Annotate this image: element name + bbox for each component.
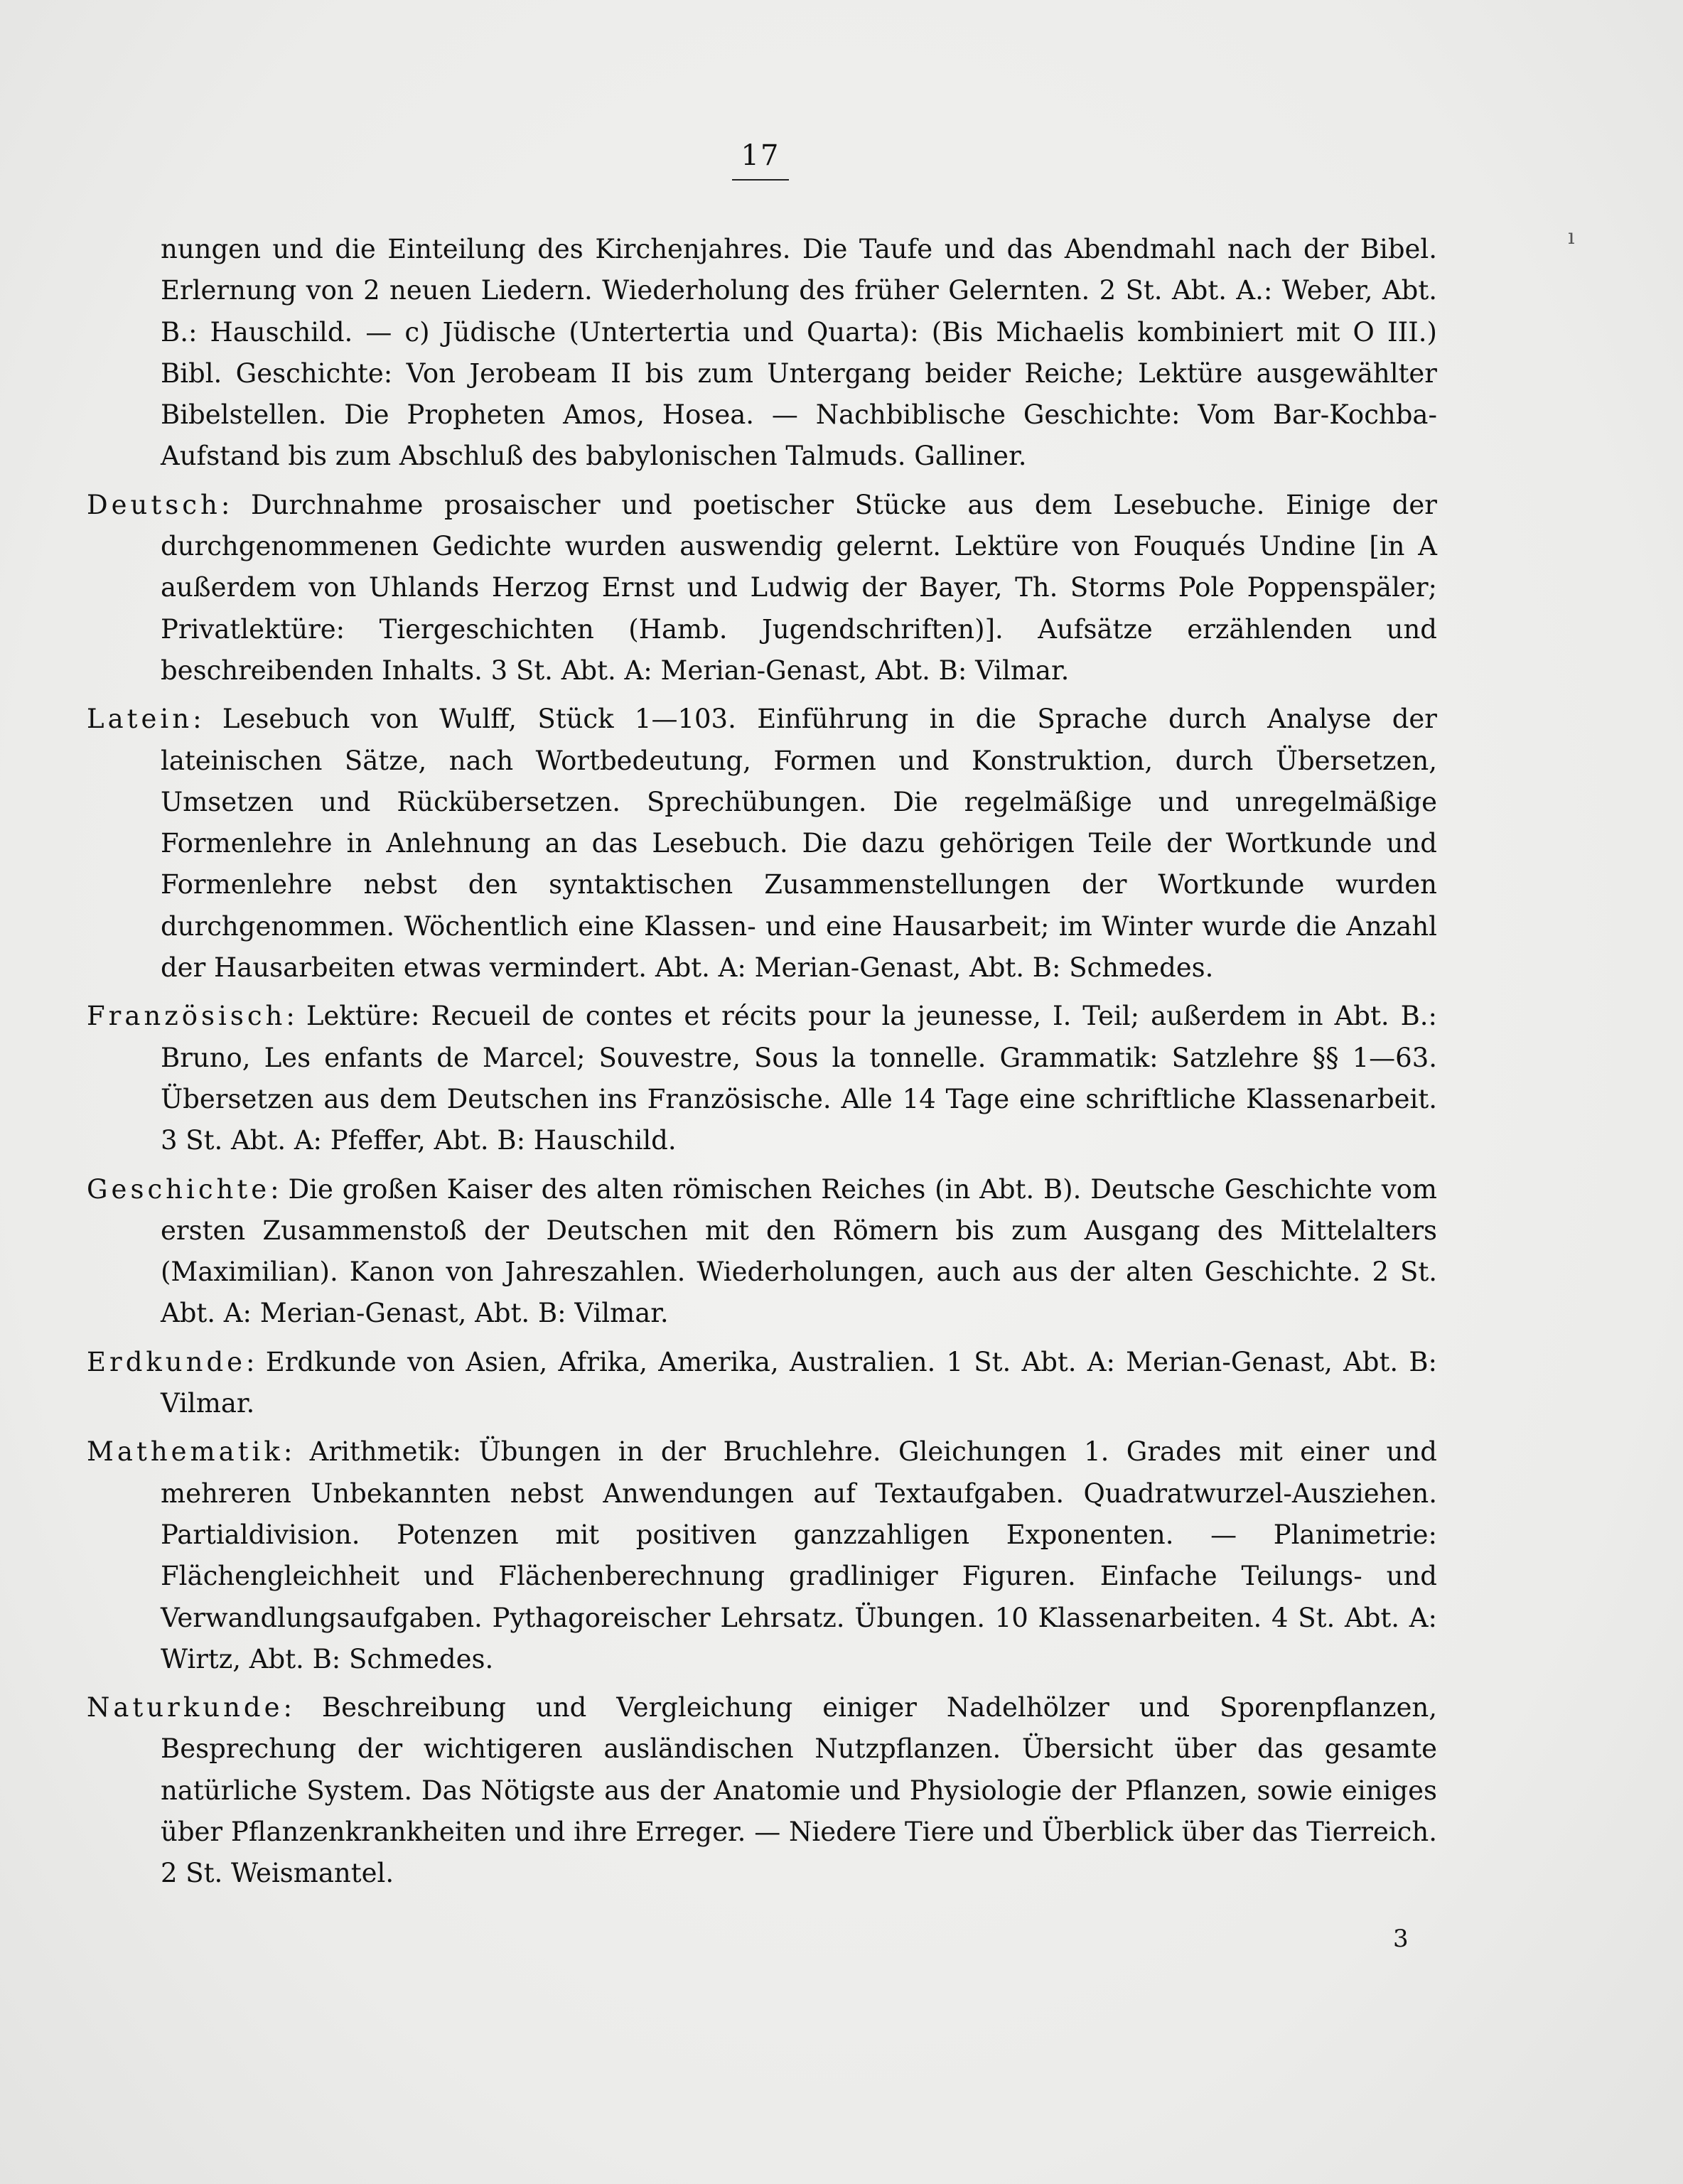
subject-heading: Latein bbox=[87, 704, 193, 735]
paragraph-latein: Latein: Lesebuch von Wulff, Stück 1—103. Einführung in die Sprache durch Analyse der lateinischen Sätze, nach Wortbedeutung, Formen und Konstruktion, durch Übersetzen, Umsetzen und Rückübersetzen. Sprechübungen. Die regelmäßige und unregelmäßige Formenlehre in Anlehnung an das Lesebuch. Die dazu gehörigen Teile der Wortkunde und Formenlehre nebst den syntaktischen Zusammenstellungen der Wortkunde wurden durchgenommen. Wöchentlich eine Klassen- und eine Hausarbeit; im Winter wurde die Anzahl der Hausarbeiten etwas vermindert. Abt. A: Merian-Genast, Abt. B: Schmedes. bbox=[87, 704, 1437, 984]
paragraph-religion-continued bbox=[87, 229, 1437, 478]
paragraph-text: Lesebuch von Wulff, Stück 1—103. Einführung in die Sprache durch Analyse der lateinischen Sätze, nach Wortbedeutung, Formen und Konstruktion, durch Übersetzen, Umsetzen und Rückübersetzen. Sprechübungen. Die regelmäßige und unregelmäßige Formenlehre in Anlehnung an das Lesebuch. Die dazu gehörigen Teile der Wortkunde und Formenlehre nebst den syntaktischen Zusammenstellungen der Wortkunde wurden durchgenommen. Wöchentlich eine Klassen- und eine Hausarbeit; im Winter wurde die Anzahl der Hausarbeiten etwas vermindert. Abt. A: Merian-Genast, Abt. B: Schmedes. bbox=[161, 704, 1437, 984]
subject-heading: Naturkunde bbox=[87, 1692, 284, 1723]
paragraph-text: Lektüre: Recueil de contes et récits pour la jeunesse, I. Teil; außerdem in Abt. B.: Bruno, Les enfants de Marcel; Souvestre, Sous la tonnelle. Grammatik: Satzlehre §§ 1—63. Übersetzen aus dem Deutschen ins Französische. Alle 14 Tage eine schriftliche Klassenarbeit. 3 St. Abt. A: Pfeffer, Abt. B: Hauschild. bbox=[161, 1001, 1437, 1156]
paragraph-deutsch: Deutsch: Durchnahme prosaischer und poetischer Stücke aus dem Lesebuche. Einige der durchgenommenen Gedichte wurden auswendig gelernt. Lektüre von Fouqués Undine [in A außerdem von Uhlands Herzog Ernst und Ludwig der Bayer, Th. Storms Pole Poppenspäler; Privatlektüre: Tiergeschichten (Hamb. Jugendschriften)]. Aufsätze erzählenden und beschreibenden Inhalts. 3 St. Abt. A: Merian-Genast, Abt. B: Vilmar. bbox=[87, 489, 1437, 686]
paragraph-franzoesisch: Französisch: Lektüre: Recueil de contes et récits pour la jeunesse, I. Teil; außerdem in Abt. B.: Bruno, Les enfants de Marcel; Souvestre, Sous la tonnelle. Grammatik: Satzlehre §§ 1—63. Übersetzen aus dem Deutschen ins Französische. Alle 14 Tage eine schriftliche Klassenarbeit. 3 St. Abt. A: Pfeffer, Abt. B: Hauschild. bbox=[87, 1001, 1437, 1156]
page-number: 17 bbox=[741, 139, 780, 172]
subject-heading: Mathematik bbox=[87, 1436, 284, 1468]
subject-heading: Französisch bbox=[87, 1001, 286, 1032]
paragraph-text: nungen und die Einteilung des Kirchenjahres. Die Taufe und das Abendmahl nach der Bibel. Erlernung von 2 neuen Liedern. Wiederholung des früher Gelernten. 2 St. Abt. A.: Weber, Abt. B.: Hauschild. — c) Jüdische (Untertertia und Quarta): (Bis Michaelis kombiniert mit O III.) Bibl. Geschichte: Von Jerobeam II bis zum Untergang beider Reiche; Lektüre ausgewählter Bibelstellen. Die Propheten Amos, Hosea. — Nachbiblische Geschichte: Vom Bar-Kochba-Aufstand bis zum Abschluß des babylonischen Talmuds. Galliner. bbox=[161, 234, 1437, 472]
paragraph-mathematik: Mathematik: Arithmetik: Übungen in der Bruchlehre. Gleichungen 1. Grades mit einer und mehreren Unbekannten nebst Anwendungen auf Textaufgaben. Quadratwurzel-Ausziehen. Partialdivision. Potenzen mit positiven ganzzahligen Exponenten. — Planimetrie: Flächengleichheit und Flächenberechnung gradliniger Figuren. Einfache Teilungs- und Verwandlungsaufgaben. Pythagoreischer Lehrsatz. Übungen. 10 Klassenarbeiten. 4 St. Abt. A: Wirtz, Abt. B: Schmedes. bbox=[87, 1436, 1437, 1674]
subject-heading: Deutsch bbox=[87, 489, 221, 520]
paragraph-text: Durchnahme prosaischer und poetischer Stücke aus dem Lesebuche. Einige der durchgenommenen Gedichte wurden auswendig gelernt. Lektüre von Fouqués Undine [in A außerdem von Uhlands Herzog Ernst und Ludwig der Bayer, Th. Storms Pole Poppenspäler; Privatlektüre: Tiergeschichten (Hamb. Jugendschriften)]. Aufsätze erzählenden und beschreibenden Inhalts. 3 St. Abt. A: Merian-Genast, Abt. B: Vilmar. bbox=[161, 489, 1437, 686]
subject-heading: Geschichte bbox=[87, 1173, 271, 1205]
paragraph-geschichte: Geschichte: Die großen Kaiser des alten römischen Reiches (in Abt. B). Deutsche Geschichte vom ersten Zusammenstoß der Deutschen mit den Römern bis zum Ausgang des Mittelalters (Maximilian). Kanon von Jahreszahlen. Wiederholungen, auch aus der alten Geschichte. 2 St. Abt. A: Merian-Genast, Abt. B: Vilmar. bbox=[87, 1173, 1437, 1329]
signature-mark: 3 bbox=[1393, 1925, 1409, 1953]
paragraph-text: Erdkunde von Asien, Afrika, Amerika, Australien. 1 St. Abt. A: Merian-Genast, Abt. B: Vilmar. bbox=[161, 1346, 1437, 1419]
paragraph-naturkunde: Naturkunde: Beschreibung und Vergleichung einiger Nadelhölzer und Sporenpflanzen, Besprechung der wichtigeren ausländischen Nutzpflanzen. Übersicht über das gesamte natürliche System. Das Nötigste aus der Anatomie und Physiologie der Pflanzen, sowie einiges über Pflanzenkrankheiten und ihre Erreger. — Niedere Tiere und Überblick über das Tierreich. 2 St. Weismantel. bbox=[87, 1692, 1437, 1889]
paragraph-text: Arithmetik: Übungen in der Bruchlehre. Gleichungen 1. Grades mit einer und mehreren Unbekannten nebst Anwendungen auf Textaufgaben. Quadratwurzel-Ausziehen. Partialdivision. Potenzen mit positiven ganzzahligen Exponenten. — Planimetrie: Flächengleichheit und Flächenberechnung gradliniger Figuren. Einfache Teilungs- und Verwandlungsaufgaben. Pythagoreischer Lehrsatz. Übungen. 10 Klassenarbeiten. 4 St. Abt. A: Wirtz, Abt. B: Schmedes. bbox=[161, 1436, 1437, 1674]
paragraph-text: Beschreibung und Vergleichung einiger Nadelhölzer und Sporenpflanzen, Besprechung der wichtigeren ausländischen Nutzpflanzen. Übersicht über das gesamte natürliche System. Das Nötigste aus der Anatomie und Physiologie der Pflanzen, sowie einiges über Pflanzenkrankheiten und ihre Erreger. — Niedere Tiere und Überblick über das Tierreich. 2 St. Weismantel. bbox=[161, 1692, 1437, 1889]
stray-mark: ı bbox=[1568, 225, 1575, 249]
body-text bbox=[87, 229, 1437, 1895]
subject-heading: Erdkunde bbox=[87, 1346, 247, 1377]
paragraph-text: Die großen Kaiser des alten römischen Reiches (in Abt. B). Deutsche Geschichte vom ersten Zusammenstoß der Deutschen mit den Römern bis zum Ausgang des Mittelalters (Maximilian). Kanon von Jahreszahlen. Wiederholungen, auch aus der alten Geschichte. 2 St. Abt. A: Merian-Genast, Abt. B: Vilmar. bbox=[161, 1173, 1437, 1329]
page-number-rule bbox=[732, 179, 789, 181]
paragraph-erdkunde: Erdkunde: Erdkunde von Asien, Afrika, Amerika, Australien. 1 St. Abt. A: Merian-Genast, Abt. B: Vilmar. bbox=[87, 1346, 1437, 1419]
